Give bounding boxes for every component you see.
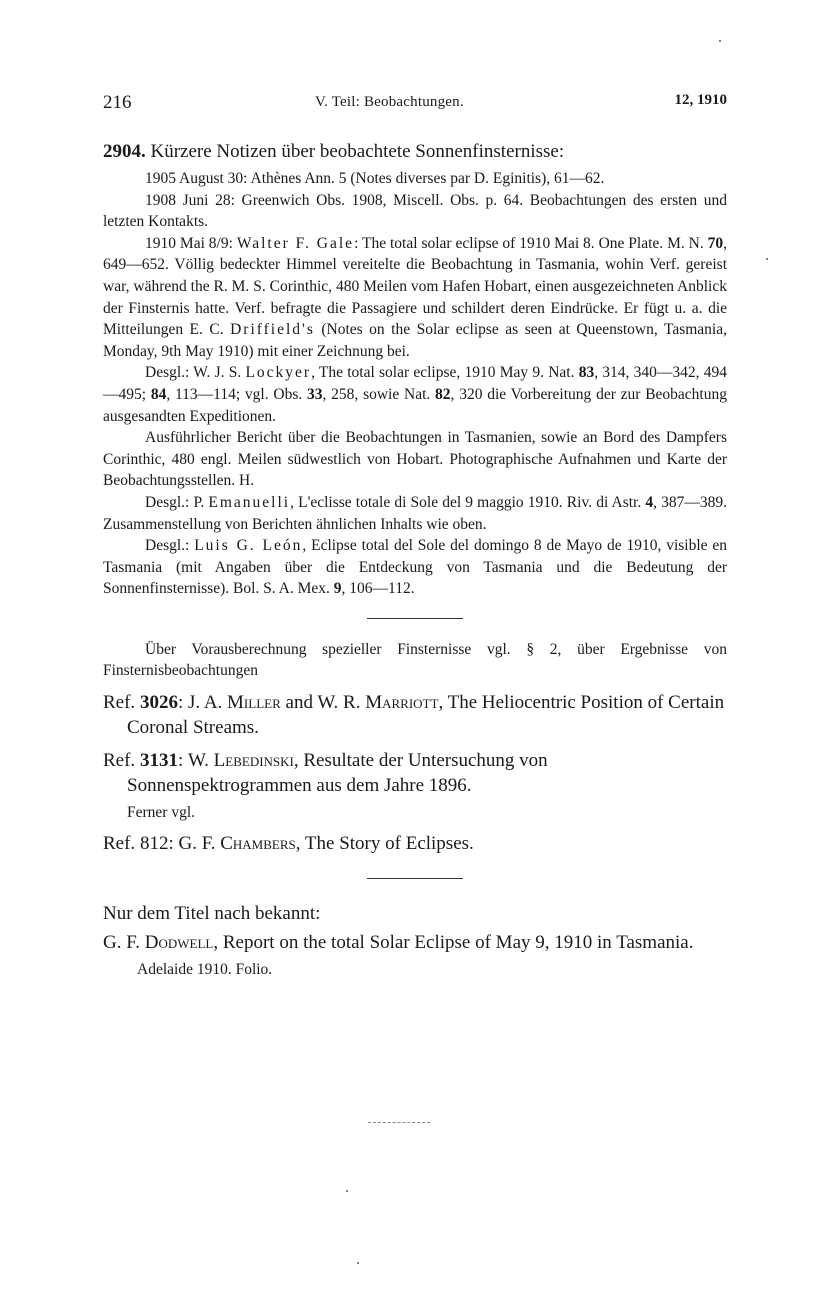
text-span: , 258, sowie Nat. bbox=[322, 385, 436, 403]
ref-title: , The Story of Eclipses. bbox=[295, 833, 474, 855]
volume-number: 83 bbox=[578, 364, 595, 382]
text-span: : The total solar eclipse of 1910 Mai 8. One Plate. M. N. bbox=[354, 234, 708, 252]
issue-number: 12, 1910 bbox=[674, 92, 727, 108]
entry-title: Kürzere Notizen über beobachtete Sonnenfinsternisse: bbox=[150, 141, 565, 162]
paragraph-emanuelli bbox=[103, 492, 727, 535]
text-span: , 314, 340—342, 494—495; bbox=[103, 364, 727, 403]
ref-number: 3026 bbox=[139, 692, 178, 714]
ref-label: Ref. bbox=[103, 692, 136, 714]
text-span: and W. R. bbox=[280, 692, 366, 714]
text-span: , Report on the total Solar Eclipse of May 9, 1910 in Tasmania. bbox=[213, 932, 694, 954]
text-span: Desgl.: bbox=[145, 537, 195, 555]
text-span: , 320 die Vorbereitung der zur Beobachtung ausgesandten Expeditionen. bbox=[103, 385, 727, 425]
author-driffield: Driffield's bbox=[230, 321, 315, 339]
paragraph-lockyer bbox=[103, 362, 727, 427]
ref-label: Ref. bbox=[103, 750, 136, 772]
reference-3026: Ref. 3026: J. A. Miller and W. R. Marriott, The Heliocentric Position of Certain Coronal Streams. bbox=[103, 692, 725, 739]
ref-author: W. Lebedinski bbox=[187, 750, 294, 772]
entry-number: 2904. bbox=[103, 141, 146, 162]
volume-number: 82 bbox=[435, 385, 451, 403]
reference-812: Ref. 812: G. F. Chambers, The Story of Eclipses. bbox=[103, 833, 474, 855]
author-leon: Luis G. León bbox=[194, 537, 303, 555]
ref-author: G. F. Chambers bbox=[178, 833, 296, 855]
scan-speck bbox=[766, 258, 768, 260]
text-span: G. F. bbox=[103, 932, 145, 954]
page-number: 216 bbox=[103, 92, 132, 113]
text-span: (Notes on the Solar eclipse as seen at Queenstown, Tasmania, Monday, 9th May 1910) mit einer Zeichnung bei. bbox=[103, 321, 727, 360]
author-emanuelli: Emanuelli bbox=[208, 493, 291, 511]
text-span: , 106—112. bbox=[341, 580, 415, 598]
section-title: V. Teil: Beobachtungen. bbox=[315, 94, 464, 110]
author-gale: Walter F. Gale bbox=[236, 234, 355, 252]
volume-number: 84 bbox=[150, 385, 167, 403]
text-span: , The total solar eclipse, 1910 May 9. Nat. bbox=[311, 364, 579, 382]
references-section bbox=[103, 639, 727, 856]
ref-title: , The Heliocentric Position of Certain Coronal Streams. bbox=[127, 692, 725, 739]
volume-number: 70 bbox=[707, 234, 724, 252]
scan-speck bbox=[346, 1190, 348, 1192]
title-only-entry bbox=[103, 930, 727, 982]
author-dodwell: Dodwell bbox=[144, 932, 214, 954]
paragraph-1910-gale bbox=[103, 233, 727, 363]
text-span: , 113—114; vgl. Obs. bbox=[166, 385, 308, 403]
text-span: , 649—652. Völlig bedeckter Himmel vereitelte die Beobachtung in Tasmania, wohin Verf. gereist war, während the R. M. S. Corinthic, 480 Meilen vom Hafen Hobart, einen ausgezeichneten Anblick der Finsternis hatte. Verf. befragte die Passagiere und schildert deren Eindrücke. Er fügt u. a. die Mitteilungen E. C. bbox=[103, 234, 727, 339]
ref-label: Ref. bbox=[103, 833, 136, 855]
page-body bbox=[103, 140, 727, 982]
volume-number: 4 bbox=[645, 493, 654, 511]
ref-author-2: Marriott bbox=[365, 692, 439, 714]
ferner-note: Ferner vgl. bbox=[127, 804, 196, 822]
entry-heading bbox=[103, 140, 727, 164]
text-span: , 387—389. Zusammenstellung von Berichten ähnlichen Inhalts wie oben. bbox=[103, 493, 728, 533]
paragraph-1905: 1905 August 30: Athènes Ann. 5 (Notes diverses par D. Eginitis), 61—62. bbox=[145, 170, 605, 187]
title-only-heading: Nur dem Titel nach bekannt: bbox=[103, 903, 321, 925]
ref-author: J. A. Miller bbox=[187, 692, 281, 714]
publication-info: Adelaide 1910. Folio. bbox=[137, 961, 273, 979]
text-span: , L'eclisse totale di Sole del 9 maggio 1910. Riv. di Astr. bbox=[290, 493, 646, 511]
ref-title: , Resultate der Untersuchung von Sonnenspektrogrammen aus dem Jahre 1896. bbox=[127, 750, 548, 797]
paragraph-leon bbox=[103, 535, 727, 600]
running-header bbox=[103, 92, 727, 118]
text-span: , Eclipse total del Sole del domingo 8 de Mayo de 1910, visible en Tasmania (mit Angaben über die Entdeckung von Tasmania und die Bedeutung der Sonnenfinsternisse). Bol. S. A. Mex. bbox=[103, 537, 728, 598]
volume-number: 33 bbox=[307, 385, 323, 403]
author-lockyer: Lockyer bbox=[245, 364, 312, 382]
section-divider bbox=[367, 878, 463, 879]
reference-3131: Ref. 3131: W. Lebedinski, Resultate der Untersuchung von Sonnenspektrogrammen aus dem Jahre 1896. bbox=[103, 750, 548, 797]
ref-number: 3131 bbox=[139, 750, 178, 772]
ref-number: 812 bbox=[139, 833, 169, 855]
volume-number: 9 bbox=[333, 580, 342, 598]
scan-speck bbox=[719, 40, 721, 42]
bleed-through-mark bbox=[368, 1122, 430, 1123]
references-intro: Über Vorausberechnung spezieller Finsternisse vgl. § 2, über Ergebnisse von Finsternisbeobachtungen bbox=[103, 640, 727, 680]
section-divider bbox=[367, 618, 463, 619]
paragraph-bericht: Ausführlicher Bericht über die Beobachtungen in Tasmanien, sowie an Bord des Dampfers Corinthic, 480 engl. Meilen südwestlich von Hobart. Photographische Aufnahmen und Karte der Beobachtungsstellen. H. bbox=[103, 429, 727, 490]
paragraph-1908: 1908 Juni 28: Greenwich Obs. 1908, Miscell. Obs. p. 64. Beobachtungen des ersten und letzten Kontakts. bbox=[103, 191, 727, 231]
text-span: Desgl.: P. bbox=[145, 493, 209, 511]
scan-speck bbox=[357, 1262, 359, 1264]
text-span: Desgl.: W. J. S. bbox=[145, 364, 246, 382]
text-span: 1910 Mai 8/9: bbox=[145, 234, 237, 252]
